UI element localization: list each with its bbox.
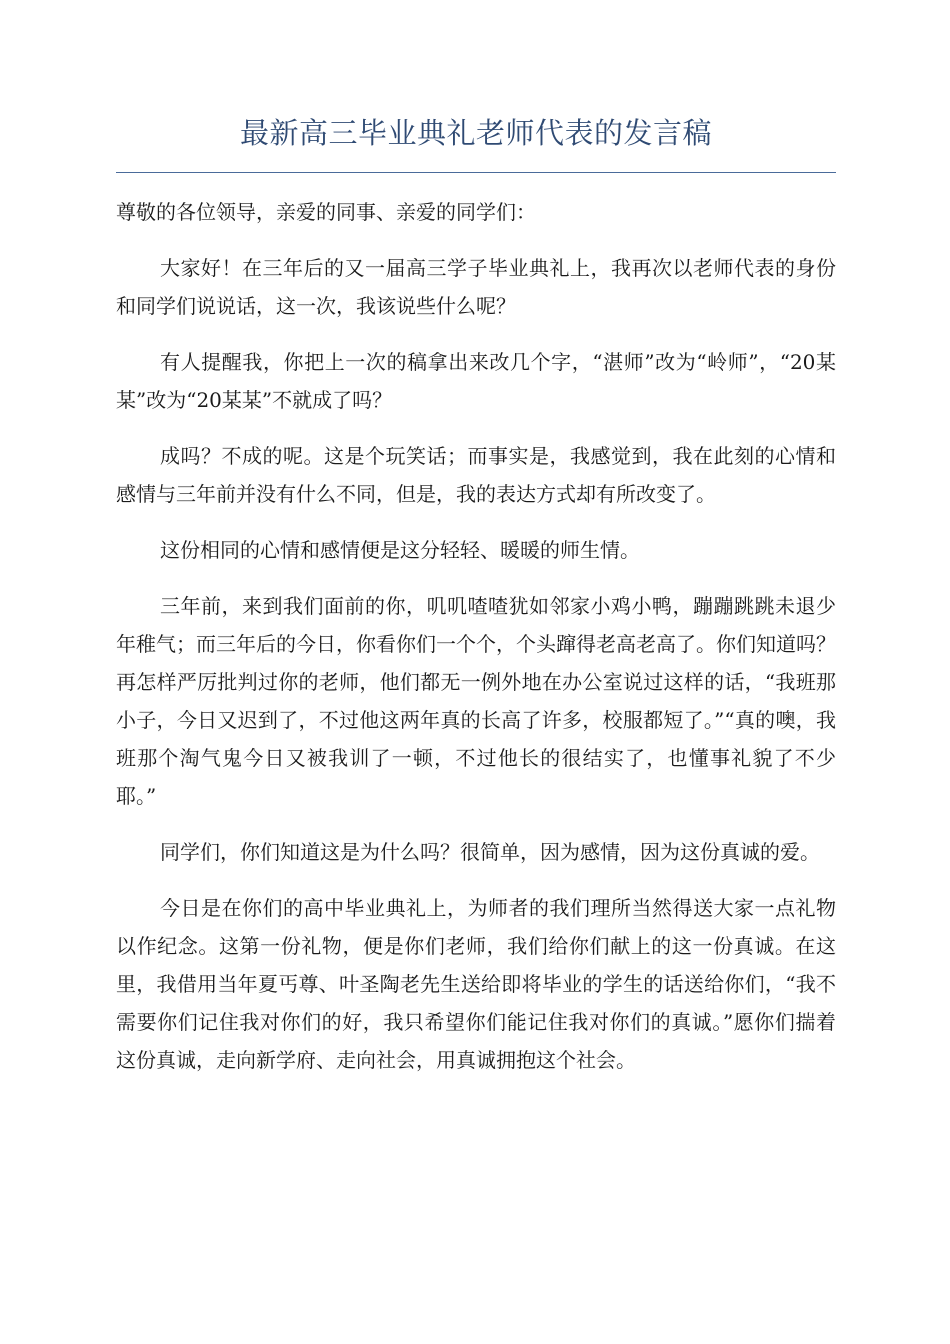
salutation: 尊敬的各位领导，亲爱的同事、亲爱的同学们： [116, 200, 536, 225]
paragraph-1: 大家好！在三年后的又一届高三学子毕业典礼上，我再次以老师代表的身份和同学们说说话，这一次，我该说些什么呢？ [116, 256, 836, 319]
paragraph-4: 这份相同的心情和感情便是这分轻轻、暖暖的师生情。 [160, 538, 640, 563]
title-underline [116, 172, 836, 173]
paragraph-5: 三年前，来到我们面前的你，叽叽喳喳犹如邻家小鸡小鸭，蹦蹦跳跳未退少年稚气；而三年后的今日，你看你们一个个，个头蹿得老高老高了。你们知道吗？再怎样严厉批判过你的老师，他们都无一例外地在办公室说过这样的话，“我班那小子，今日又迟到了，不过他这两年真的长高了许多，校服都短了。”“真的噢，我班那个淘气鬼今日又被我训了一顿，不过他长的很结实了，也懂事礼貌了不少耶。” [116, 594, 836, 809]
document-body [116, 193, 836, 1079]
document-page [116, 0, 836, 1097]
paragraph-7: 今日是在你们的高中毕业典礼上，为师者的我们理所当然得送大家一点礼物以作纪念。这第一份礼物，便是你们老师，我们给你们献上的这一份真诚。在这里，我借用当年夏丐尊、叶圣陶老先生送给即将毕业的学生的话送给你们，“我不需要你们记住我对你们的好，我只希望你们能记住我对你们的真诚。”愿你们揣着这份真诚，走向新学府、走向社会，用真诚拥抱这个社会。 [116, 896, 836, 1073]
document-title: 最新高三毕业典礼老师代表的发言稿 [239, 116, 712, 150]
paragraph-6: 同学们，你们知道这是为什么吗？很简单，因为感情，因为这份真诚的爱。 [160, 840, 820, 865]
paragraph-2: 有人提醒我，你把上一次的稿拿出来改几个字，“湛师”改为“岭师”，“20某某”改为“20某某”不就成了吗？ [116, 350, 836, 413]
paragraph-3: 成吗？不成的呢。这是个玩笑话；而事实是，我感觉到，我在此刻的心情和感情与三年前并没有什么不同，但是，我的表达方式却有所改变了。 [116, 444, 836, 507]
